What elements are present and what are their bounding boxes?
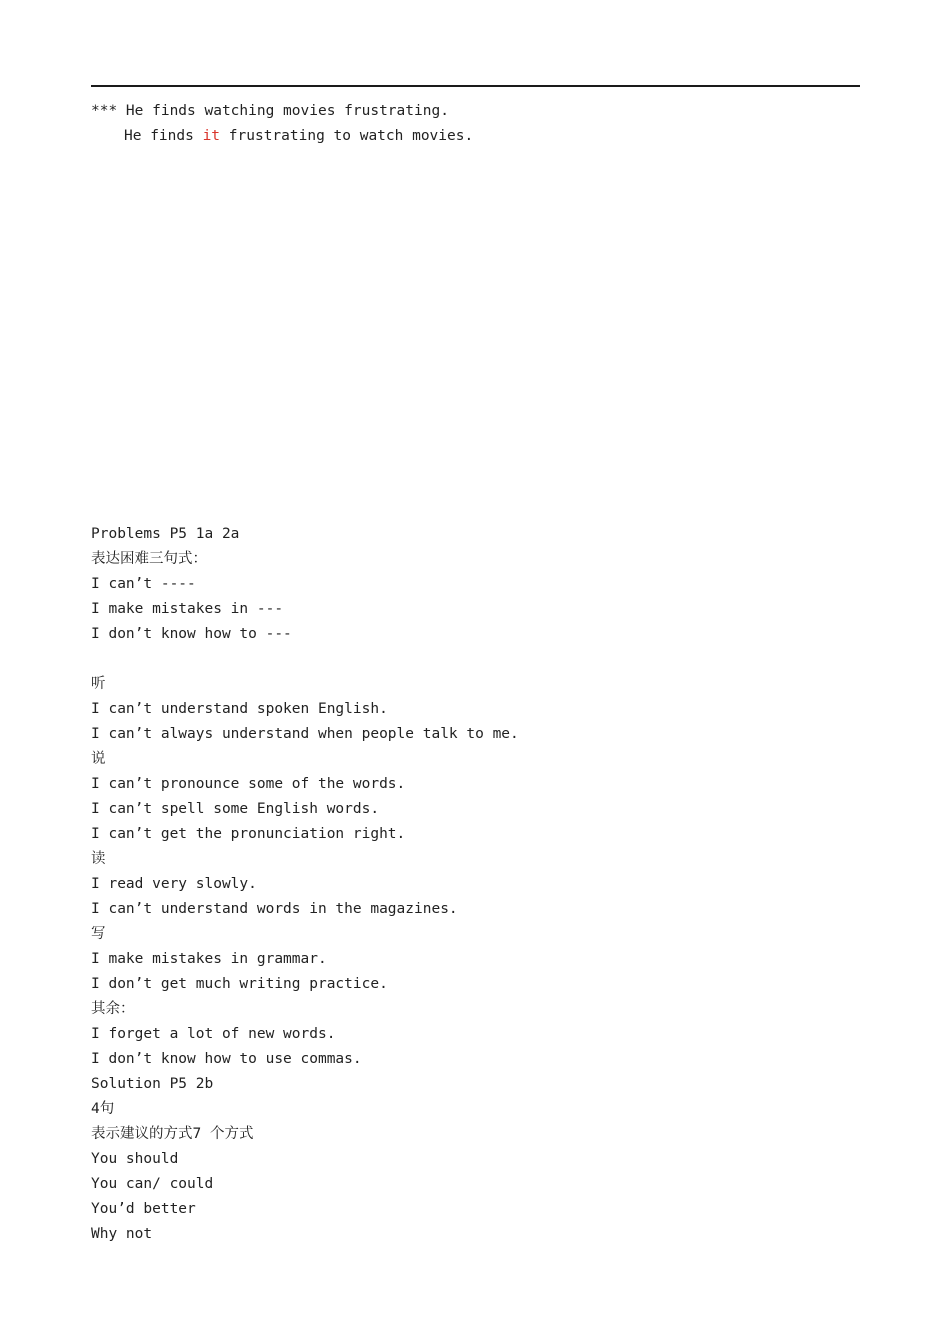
- example-line-2: [91, 124, 473, 149]
- text-line: I can’t ----: [91, 576, 196, 592]
- notes-body: [91, 522, 519, 1247]
- text-line: 表示建议的方式7 个方式: [91, 1126, 254, 1142]
- blank-line: [91, 647, 519, 672]
- text-line: You should: [91, 1151, 179, 1167]
- text-line: 写: [91, 926, 106, 942]
- header-rule: [91, 85, 860, 87]
- text-line: 读: [91, 851, 106, 867]
- text-line: I can’t always understand when people talk to me.: [91, 726, 519, 742]
- text-line: I can’t get the pronunciation right.: [91, 826, 406, 842]
- text-line: I can’t spell some English words.: [91, 801, 380, 817]
- text-line: I can’t pronounce some of the words.: [91, 776, 406, 792]
- example-line-1: *** He finds watching movies frustrating.: [91, 103, 449, 119]
- text-line: Why not: [91, 1226, 153, 1242]
- text-line: 表达困难三句式：: [91, 551, 207, 567]
- text-line: I make mistakes in grammar.: [91, 951, 327, 967]
- text-line: 听: [91, 676, 106, 692]
- text-line: I forget a lot of new words.: [91, 1026, 336, 1042]
- text-line: You can/ could: [91, 1176, 214, 1192]
- text-line: Problems P5 1a 2a: [91, 526, 240, 542]
- text-line: 4句: [91, 1101, 115, 1117]
- text-line: Solution P5 2b: [91, 1076, 214, 1092]
- text-line: I can’t understand spoken English.: [91, 701, 388, 717]
- example-line-2-end: frustrating to watch movies.: [220, 128, 474, 144]
- text-line: I read very slowly.: [91, 876, 257, 892]
- example-line-2-start: He finds: [124, 128, 203, 144]
- example-sentences: [91, 99, 473, 149]
- text-line: I don’t know how to ---: [91, 626, 292, 642]
- text-line: You’d better: [91, 1201, 196, 1217]
- text-line: I make mistakes in ---: [91, 601, 284, 617]
- text-line: I don’t get much writing practice.: [91, 976, 388, 992]
- text-line: 说: [91, 751, 106, 767]
- highlight-it: it: [202, 128, 221, 144]
- text-line: I don’t know how to use commas.: [91, 1051, 362, 1067]
- text-line: I can’t understand words in the magazines.: [91, 901, 458, 917]
- text-line: 其余：: [91, 1001, 135, 1017]
